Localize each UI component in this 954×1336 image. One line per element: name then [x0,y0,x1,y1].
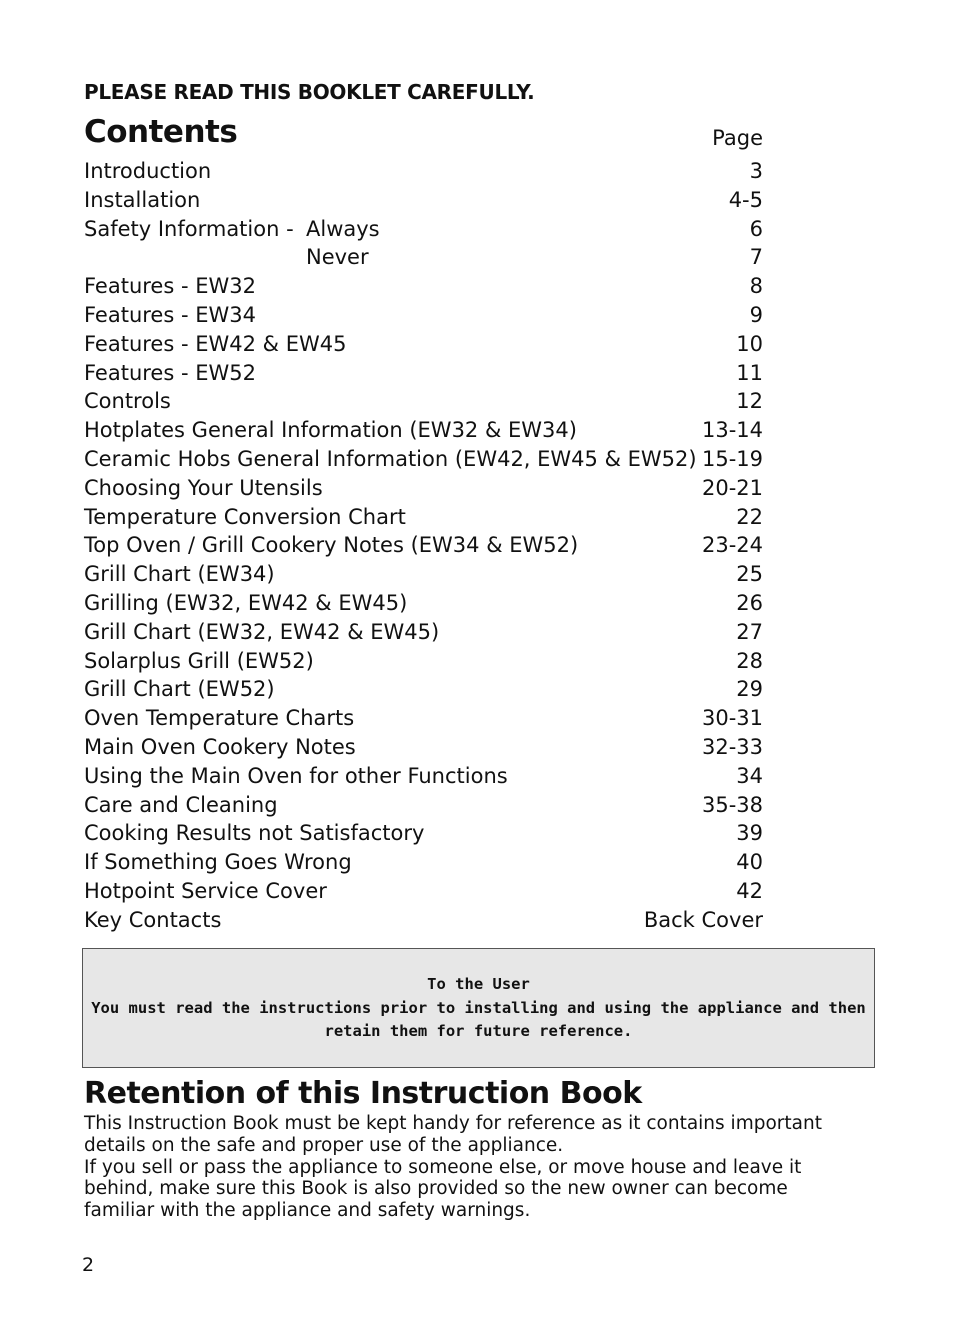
toc-entry-title: Using the Main Oven for other Functions [84,763,508,788]
toc-entry [84,387,763,416]
toc-entry [84,301,763,330]
toc-entry-page: 13-14 [701,418,763,443]
toc-entry-page: 26 [736,590,763,615]
toc-entry-title: Oven Temperature Charts [84,706,355,731]
toc-entry [84,531,763,560]
toc-entry [84,906,763,935]
toc-entry [84,647,763,676]
toc-entry-title: Introduction [84,159,212,183]
toc-entry-title: Choosing Your Utensils [84,475,323,500]
toc-entry [84,186,763,215]
toc-entry-page: 15-19 [701,446,763,471]
toc-entry-page: 42 [736,878,763,903]
toc-entry [84,330,763,359]
toc-entry-title: Solarplus Grill (EW52) [84,648,314,673]
toc-entry [84,589,763,618]
toc-entry-title: Safety Information - [84,216,294,241]
toc-entry-title: Main Oven Cookery Notes [84,734,356,759]
toc-entry [84,157,763,186]
toc-entry-title: If Something Goes Wrong [84,850,352,875]
to-the-user-box [82,948,875,1068]
retention-paragraph-1: This Instruction Book must be kept handy for reference as it contains important details on the safe and proper use of the appliance. [84,1113,822,1156]
toc-entry-page: 3 [749,159,763,183]
toc-entry-page: 4-5 [728,187,763,212]
user-box-line-2: retain them for future reference. [324,1022,633,1040]
contents-header [84,114,763,158]
toc-entry [84,215,763,244]
toc-entry [84,675,763,704]
toc-entry [84,704,763,733]
toc-entry-page: 29 [736,677,763,702]
toc-entry-subtitle: Always [306,216,380,241]
toc-entry [84,503,763,532]
toc-entry [84,416,763,445]
toc-entry-title: Features - EW32 [84,274,256,299]
toc-entry-title: Grilling (EW32, EW42 & EW45) [84,590,408,615]
table-of-contents [84,157,763,935]
toc-entry-title: Temperature Conversion Chart [84,504,406,529]
toc-entry-page: 25 [736,562,763,587]
toc-entry-page: 27 [736,619,763,644]
user-box-heading: To the User [427,975,530,993]
toc-entry-page: 40 [736,850,763,875]
toc-entry-page: 9 [749,302,763,327]
toc-entry-page: 22 [736,504,763,529]
toc-entry-page: Back Cover [643,907,763,932]
toc-entry-title: Features - EW34 [84,302,256,327]
toc-entry-title: Controls [84,389,171,414]
toc-entry-title: Ceramic Hobs General Information (EW42, EW45 & EW52) [84,446,697,471]
toc-entry-page: 34 [736,763,763,788]
toc-entry-page: 11 [736,360,763,385]
toc-entry-page: 35-38 [701,792,763,817]
toc-entry [84,359,763,388]
contents-title: Contents [84,114,238,150]
toc-entry [84,791,763,820]
toc-entry-page: 10 [736,331,763,356]
contents-page-column-label: Page [712,126,763,150]
retention-text [84,1113,854,1222]
page-number: 2 [82,1254,95,1276]
toc-entry [84,733,763,762]
toc-entry-title: Grill Chart (EW32, EW42 & EW45) [84,619,440,644]
toc-entry-page: 32-33 [701,734,763,759]
user-box-line-1: You must read the instructions prior to installing and using the appliance and then [91,998,866,1017]
toc-entry-page: 39 [736,821,763,846]
toc-entry-page: 30-31 [701,706,763,731]
toc-entry-page: 23-24 [701,533,763,558]
toc-entry-title: Cooking Results not Satisfactory [84,821,425,846]
toc-entry-title: Key Contacts [84,907,222,932]
toc-entry-page: 7 [749,245,763,270]
toc-entry [84,848,763,877]
toc-entry [84,618,763,647]
read-carefully-notice: PLEASE READ THIS BOOKLET CAREFULLY. [84,80,535,104]
toc-entry-title: Features - EW42 & EW45 [84,331,347,356]
toc-entry-title: Grill Chart (EW52) [84,677,275,702]
toc-entry-title: Features - EW52 [84,360,256,385]
toc-entry-title: Hotpoint Service Cover [84,878,327,903]
toc-entry [84,762,763,791]
toc-entry-page: 6 [749,216,763,241]
toc-entry-subtitle: Never [306,245,369,270]
toc-entry-page: 28 [736,648,763,673]
toc-entry [84,877,763,906]
retention-paragraph-2: If you sell or pass the appliance to someone else, or move house and leave it behind, make sure this Book is also provided so the new owner can become familiar with the appliance and safety warnings. [84,1156,802,1222]
toc-entry-page: 8 [749,274,763,299]
toc-entry-title: Top Oven / Grill Cookery Notes (EW34 & EW52) [84,533,579,558]
toc-entry [84,243,763,272]
toc-entry [84,819,763,848]
toc-entry [84,272,763,301]
toc-entry [84,474,763,503]
toc-entry-page: 12 [736,389,763,414]
retention-heading: Retention of this Instruction Book [84,1076,642,1111]
toc-entry-title: Grill Chart (EW34) [84,562,275,587]
toc-entry-title: Care and Cleaning [84,792,278,817]
toc-entry [84,560,763,589]
toc-entry-title: Hotplates General Information (EW32 & EW34) [84,418,577,443]
toc-entry-title: Installation [84,187,201,212]
toc-entry-page: 20-21 [701,475,763,500]
toc-entry [84,445,763,474]
